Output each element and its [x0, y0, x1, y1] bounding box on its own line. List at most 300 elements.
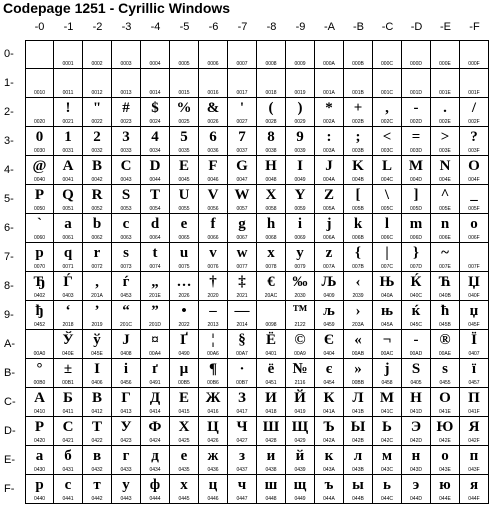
char-cell — [257, 330, 286, 359]
char-glyph: ђ — [35, 303, 44, 319]
char-glyph: ь — [383, 477, 391, 493]
char-glyph: 5 — [180, 129, 188, 145]
char-cell — [286, 272, 315, 301]
unicode-code: 0067 — [236, 235, 248, 241]
char-glyph: Е — [178, 390, 189, 406]
unicode-code: 044B — [352, 496, 364, 502]
char-cell — [257, 475, 286, 504]
char-cell — [373, 214, 402, 243]
char-cell — [286, 301, 315, 330]
unicode-code: 0037 — [236, 148, 248, 154]
char-cell — [431, 417, 460, 446]
char-glyph: 2 — [93, 129, 101, 145]
char-glyph: U — [178, 187, 190, 203]
char-glyph: T — [149, 187, 160, 203]
unicode-code: 000E — [439, 61, 451, 67]
char-cell — [373, 69, 402, 98]
column-header: -8 — [266, 21, 277, 33]
char-glyph: Ф — [148, 419, 162, 435]
char-glyph: ^ — [440, 187, 450, 203]
column-header: -2 — [92, 21, 103, 33]
char-cell — [199, 41, 228, 69]
unicode-code: 0007 — [236, 61, 248, 67]
row-header: F- — [4, 483, 15, 495]
char-glyph: 8 — [267, 129, 275, 145]
char-glyph: ў — [93, 332, 101, 348]
char-glyph: k — [353, 216, 363, 232]
unicode-code: 2018 — [62, 322, 74, 328]
unicode-code: 0009 — [294, 61, 306, 67]
unicode-code: 0051 — [62, 206, 74, 212]
char-cell — [170, 156, 199, 185]
unicode-code: 045E — [91, 351, 103, 357]
char-glyph: 1 — [64, 129, 72, 145]
char-cell — [26, 475, 54, 504]
unicode-code: 0438 — [265, 467, 277, 473]
char-glyph: „ — [151, 274, 159, 290]
char-glyph: є — [325, 361, 333, 377]
char-cell — [141, 330, 170, 359]
char-glyph: ћ — [440, 303, 450, 319]
char-glyph: Ш — [262, 419, 280, 435]
char-cell — [431, 69, 460, 98]
page-title: Codepage 1251 - Cyrillic Windows — [3, 0, 231, 16]
char-cell — [26, 185, 54, 214]
unicode-code: 002D — [410, 119, 422, 125]
char-cell — [315, 41, 344, 69]
char-cell — [257, 417, 286, 446]
char-glyph: ? — [470, 129, 478, 145]
char-glyph: K — [352, 158, 364, 174]
char-cell — [257, 272, 286, 301]
char-glyph: М — [379, 390, 395, 406]
unicode-code: 0436 — [207, 467, 219, 473]
unicode-code: 00B6 — [207, 380, 219, 386]
row-header: 1- — [4, 77, 14, 89]
char-cell — [112, 417, 141, 446]
char-glyph: B — [91, 158, 102, 174]
char-glyph: А — [34, 390, 45, 406]
char-glyph: . — [443, 100, 447, 116]
char-glyph: Ћ — [439, 274, 451, 290]
char-cell — [112, 446, 141, 475]
char-cell — [54, 388, 83, 417]
char-cell — [170, 243, 199, 272]
char-cell — [344, 69, 373, 98]
unicode-code: 004A — [323, 177, 335, 183]
char-glyph: b — [92, 216, 102, 232]
char-glyph: ` — [37, 216, 42, 232]
char-cell — [112, 388, 141, 417]
unicode-code: 0076 — [207, 264, 219, 270]
unicode-code: 001D — [410, 90, 422, 96]
char-cell — [26, 69, 54, 98]
char-cell — [54, 243, 83, 272]
char-cell — [141, 446, 170, 475]
unicode-code: 00AC — [380, 351, 394, 357]
unicode-code: 0433 — [120, 467, 132, 473]
char-cell — [141, 243, 170, 272]
char-cell — [344, 475, 373, 504]
char-cell — [460, 301, 489, 330]
char-cell — [402, 475, 431, 504]
char-glyph: З — [238, 390, 246, 406]
char-glyph: ‰ — [292, 274, 308, 290]
char-glyph: x — [267, 245, 275, 261]
unicode-code: 0425 — [178, 438, 190, 444]
char-glyph: ф — [149, 477, 161, 493]
char-cell — [170, 98, 199, 127]
char-cell — [373, 330, 402, 359]
char-cell — [402, 417, 431, 446]
unicode-code: 0421 — [62, 438, 74, 444]
char-cell — [257, 127, 286, 156]
unicode-code: 041B — [352, 409, 364, 415]
char-glyph: ч — [237, 477, 247, 493]
char-cell — [460, 214, 489, 243]
char-glyph: , — [385, 100, 389, 116]
char-cell — [170, 41, 199, 69]
char-cell — [199, 475, 228, 504]
unicode-code: 043F — [468, 467, 480, 473]
char-glyph: у — [122, 477, 130, 493]
char-glyph: 0 — [35, 129, 44, 145]
unicode-code: 0412 — [91, 409, 103, 415]
unicode-code: 0062 — [91, 235, 103, 241]
char-glyph: Э — [410, 419, 422, 435]
unicode-code: 043A — [323, 467, 335, 473]
char-cell — [112, 243, 141, 272]
unicode-code: 0415 — [178, 409, 190, 415]
unicode-code: 041D — [410, 409, 422, 415]
unicode-code: 00B1 — [62, 380, 74, 386]
char-cell — [460, 272, 489, 301]
char-cell — [83, 98, 112, 127]
char-cell — [199, 98, 228, 127]
unicode-code: 0072 — [91, 264, 103, 270]
unicode-code: 00A4 — [149, 351, 161, 357]
char-cell — [344, 330, 373, 359]
row-header: 5- — [4, 193, 14, 205]
char-cell — [141, 156, 170, 185]
char-glyph: Ч — [236, 419, 248, 435]
char-cell — [257, 185, 286, 214]
unicode-code: 0437 — [236, 467, 248, 473]
char-glyph: Ж — [205, 390, 221, 406]
unicode-code: 0038 — [265, 148, 277, 154]
char-cell — [54, 301, 83, 330]
row-header: 2- — [4, 106, 14, 118]
char-cell — [83, 388, 112, 417]
unicode-code: 004F — [468, 177, 480, 183]
char-cell — [315, 359, 344, 388]
char-cell — [460, 41, 489, 69]
char-glyph: ё — [267, 361, 275, 377]
unicode-code: 006D — [410, 235, 422, 241]
char-cell — [286, 214, 315, 243]
char-glyph: Ґ — [180, 332, 188, 348]
column-header: -B — [353, 21, 364, 33]
unicode-code: 006C — [381, 235, 393, 241]
unicode-code: 2022 — [178, 322, 190, 328]
char-cell — [26, 446, 54, 475]
char-cell — [460, 388, 489, 417]
char-cell — [460, 156, 489, 185]
char-glyph: * — [325, 100, 333, 116]
unicode-code: 042E — [439, 438, 451, 444]
char-cell — [112, 214, 141, 243]
column-header: -6 — [208, 21, 219, 33]
unicode-code: 0098 — [265, 322, 277, 328]
unicode-code: 007E — [439, 264, 451, 270]
char-glyph: ' — [239, 100, 245, 116]
char-glyph: ! — [65, 100, 71, 116]
char-glyph: Д — [149, 390, 161, 406]
char-glyph: ¦ — [211, 332, 215, 348]
char-glyph: { — [355, 245, 361, 261]
char-glyph: M — [408, 158, 424, 174]
char-cell — [402, 272, 431, 301]
unicode-code: 0404 — [323, 351, 335, 357]
unicode-code: 0422 — [91, 438, 103, 444]
char-glyph: ґ — [152, 361, 158, 377]
char-glyph: ; — [355, 129, 361, 145]
row-header: 3- — [4, 135, 14, 147]
char-glyph: : — [326, 129, 332, 145]
char-glyph: › — [355, 303, 361, 319]
unicode-code: 00AE — [438, 351, 452, 357]
unicode-code: 0035 — [178, 148, 190, 154]
char-glyph: К — [323, 390, 335, 406]
char-cell — [431, 475, 460, 504]
char-glyph: - — [413, 100, 419, 116]
unicode-code: 000D — [410, 61, 422, 67]
char-cell — [344, 446, 373, 475]
unicode-code: 0069 — [294, 235, 306, 241]
char-cell — [170, 417, 199, 446]
char-glyph: ( — [268, 100, 274, 116]
char-glyph: ) — [297, 100, 303, 116]
char-cell — [199, 156, 228, 185]
unicode-code: 201C — [120, 322, 132, 328]
char-glyph: c — [122, 216, 130, 232]
unicode-code: 001C — [381, 90, 393, 96]
char-cell — [373, 475, 402, 504]
char-cell — [83, 417, 112, 446]
char-glyph: · — [239, 361, 245, 377]
char-glyph: < — [382, 129, 392, 145]
column-header: -5 — [179, 21, 190, 33]
char-cell — [170, 359, 199, 388]
unicode-code: 0003 — [120, 61, 132, 67]
char-cell — [431, 98, 460, 127]
unicode-code: 0015 — [178, 90, 190, 96]
row-header: 7- — [4, 251, 14, 263]
char-cell — [26, 417, 54, 446]
unicode-code: 2039 — [352, 293, 364, 299]
unicode-code: 003F — [468, 148, 480, 154]
unicode-code: 0032 — [91, 148, 103, 154]
unicode-code: 0406 — [91, 380, 103, 386]
char-cell — [228, 388, 257, 417]
char-glyph: – — [209, 303, 217, 319]
char-glyph: ѕ — [442, 361, 448, 377]
char-cell — [257, 301, 286, 330]
char-glyph: И — [265, 390, 277, 406]
unicode-code: 0413 — [120, 409, 132, 415]
char-cell — [286, 185, 315, 214]
char-cell — [170, 69, 199, 98]
char-cell — [83, 301, 112, 330]
unicode-code: 0456 — [120, 380, 132, 386]
unicode-code: 0011 — [62, 90, 74, 96]
char-glyph: њ — [381, 303, 393, 319]
char-cell — [431, 127, 460, 156]
char-cell — [83, 359, 112, 388]
unicode-code: 003D — [410, 148, 422, 154]
char-cell — [402, 41, 431, 69]
char-glyph: ¬ — [382, 332, 392, 348]
unicode-code: 0419 — [294, 409, 306, 415]
char-glyph: & — [206, 100, 220, 116]
unicode-code: 0047 — [236, 177, 248, 183]
unicode-code: 0050 — [33, 206, 46, 212]
char-cell — [112, 330, 141, 359]
unicode-code: 003A — [323, 148, 335, 154]
char-cell — [83, 41, 112, 69]
unicode-code: 0052 — [91, 206, 103, 212]
char-cell — [257, 156, 286, 185]
char-cell — [54, 69, 83, 98]
char-glyph: Ы — [350, 419, 366, 435]
unicode-code: 0030 — [33, 148, 46, 154]
char-cell — [286, 417, 315, 446]
unicode-code: 2026 — [178, 293, 190, 299]
char-glyph: х — [180, 477, 188, 493]
char-glyph: ’ — [94, 303, 100, 319]
unicode-code: 040C — [410, 293, 422, 299]
char-glyph: D — [149, 158, 161, 174]
char-glyph: e — [180, 216, 188, 232]
char-cell — [315, 475, 344, 504]
char-cell — [286, 243, 315, 272]
unicode-code: 005E — [439, 206, 451, 212]
unicode-code: 0424 — [149, 438, 161, 444]
char-cell — [431, 156, 460, 185]
char-cell — [286, 446, 315, 475]
unicode-code: 0455 — [439, 380, 451, 386]
unicode-code: 0445 — [178, 496, 190, 502]
row-header: E- — [4, 454, 15, 466]
unicode-code: 201D — [149, 322, 161, 328]
char-glyph: µ — [179, 361, 189, 377]
column-header: -9 — [295, 21, 306, 33]
unicode-code: 002B — [352, 119, 364, 125]
unicode-code: 2122 — [294, 322, 306, 328]
unicode-code: 0008 — [265, 61, 277, 67]
char-glyph: і — [123, 361, 129, 377]
char-glyph: ш — [264, 477, 278, 493]
unicode-code: 00A6 — [207, 351, 219, 357]
unicode-code: 002E — [439, 119, 451, 125]
unicode-code: 0457 — [468, 380, 480, 386]
char-cell — [286, 69, 315, 98]
char-cell — [141, 301, 170, 330]
unicode-code: 0031 — [62, 148, 74, 154]
char-cell — [141, 272, 170, 301]
unicode-code: 003C — [381, 148, 393, 154]
char-glyph: a — [64, 216, 72, 232]
unicode-code: 040E — [62, 351, 74, 357]
char-cell — [344, 127, 373, 156]
char-cell — [257, 359, 286, 388]
char-cell — [344, 417, 373, 446]
char-glyph: Њ — [379, 274, 395, 290]
char-cell — [402, 301, 431, 330]
char-cell — [402, 243, 431, 272]
column-header: -E — [440, 21, 451, 33]
char-cell — [344, 185, 373, 214]
char-glyph: ј — [384, 361, 390, 377]
char-cell — [315, 388, 344, 417]
char-cell — [286, 388, 315, 417]
char-cell — [373, 127, 402, 156]
column-header: -C — [381, 21, 394, 33]
char-cell — [141, 41, 170, 69]
char-cell — [228, 272, 257, 301]
unicode-code: 041E — [439, 409, 451, 415]
unicode-code: 0063 — [120, 235, 132, 241]
char-cell — [228, 69, 257, 98]
char-cell — [286, 359, 315, 388]
unicode-code: 0068 — [265, 235, 277, 241]
char-cell — [170, 330, 199, 359]
char-glyph: ” — [151, 303, 159, 319]
char-glyph: _ — [470, 187, 478, 203]
unicode-code: 002F — [468, 119, 480, 125]
char-glyph: " — [92, 100, 102, 116]
char-cell — [141, 69, 170, 98]
char-glyph: д — [151, 448, 159, 464]
unicode-code: 0435 — [178, 467, 190, 473]
unicode-code: 045F — [468, 322, 480, 328]
unicode-code: 005A — [323, 206, 335, 212]
unicode-code: 0401 — [265, 351, 277, 357]
unicode-code: 0409 — [323, 293, 335, 299]
char-cell — [344, 41, 373, 69]
char-glyph: v — [209, 245, 217, 261]
char-glyph: § — [238, 332, 246, 348]
row-header: 4- — [4, 164, 14, 176]
char-glyph: Ё — [265, 332, 276, 348]
unicode-code: 0079 — [294, 264, 306, 270]
unicode-code: 004C — [381, 177, 393, 183]
char-cell — [54, 446, 83, 475]
char-glyph: љ — [323, 303, 335, 319]
unicode-code: 0407 — [468, 351, 480, 357]
char-glyph: У — [120, 419, 132, 435]
unicode-code: 0004 — [149, 61, 161, 67]
char-glyph: > — [440, 129, 450, 145]
unicode-code: 0044 — [149, 177, 161, 183]
char-glyph: щ — [293, 477, 307, 493]
unicode-code: 0408 — [120, 351, 132, 357]
char-glyph: A — [62, 158, 74, 174]
char-glyph: г — [122, 448, 130, 464]
char-cell — [373, 388, 402, 417]
unicode-code: 0073 — [120, 264, 132, 270]
char-cell — [170, 214, 199, 243]
